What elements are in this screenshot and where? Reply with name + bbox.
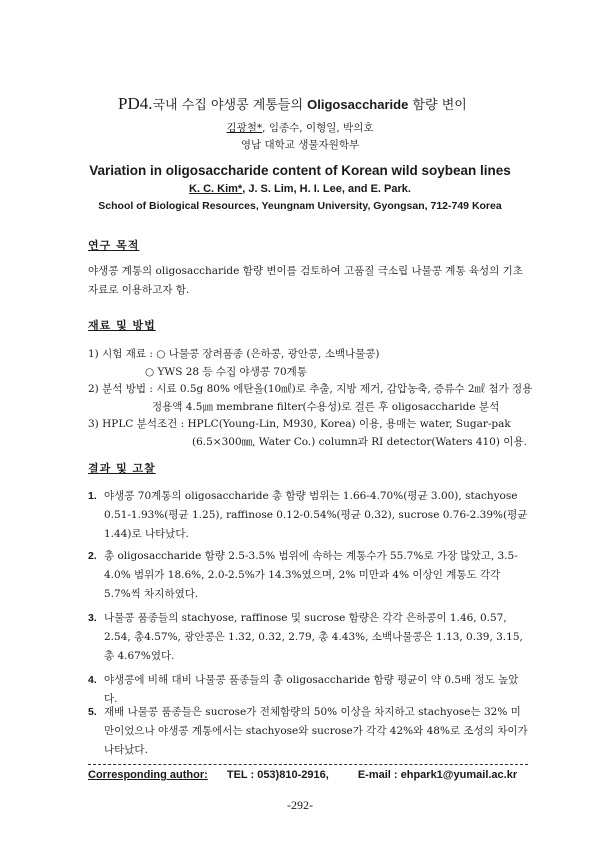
methods-line-1: 1) 시험 재료 : ○ 나물콩 장려품종 (은하콩, 광안콩, 소백나물콩)	[88, 348, 380, 360]
result-text: 재배 나물콩 품종들은 sucrose가 전체함량의 50% 이상을 차지하고 stachyose는 32% 미만이었으나 야생콩 계통에서는 stachyose와 sucrose가 각각 42%와 48%로 조성의 차이가 나타났다.	[104, 706, 528, 756]
result-number: 4.	[88, 674, 97, 686]
korean-other-authors: , 임종수, 이형일, 박의호	[262, 122, 374, 134]
korean-title-keyword: Oligosaccharide	[307, 97, 409, 112]
methods-heading: 재료 및 방법	[88, 319, 156, 332]
result-text: 총 oligosaccharide 함량 2.5-3.5% 범위에 속하는 계통수가 55.7%로 가장 많았고, 3.5-4.0% 범위가 18.6%, 2.0-2.5%가 14.3%였으며, 2% 미만과 4% 이상인 계통도 각각 5.7%씩 차지하였다.	[104, 550, 518, 600]
result-number: 1.	[88, 490, 97, 502]
abstract-code: PD4.	[118, 94, 153, 113]
purpose-text: 야생콩 계통의 oligosaccharide 함량 변이를 검토하여 고품질 극소립 나물콩 계통 육성의 기초자료로 이용하고자 함.	[88, 265, 523, 296]
english-affiliation: School of Biological Resources, Yeungnam University, Gyongsan, 712-749 Korea	[98, 200, 502, 212]
result-text: 나물콩 품종들의 stachyose, raffinose 및 sucrose 함량은 각각 은하콩이 1.46, 0.57, 2.54, 총4.57%, 광안콩은 1.32, 0.32, 2.79, 총 4.43%, 소백나물콩은 1.13, 0.39, 3.15, 총 4.67%였다.	[104, 612, 523, 662]
result-item-1	[88, 487, 530, 544]
korean-authors	[0, 120, 600, 135]
result-text: 야생콩 70계통의 oligosaccharide 총 함량 범위는 1.66-4.70%(평균 3.00), stachyose 0.51-1.93%(평균 1.25), raffinose 0.12-0.54%(평균 0.32), sucrose 0.76-2.39%(평균 1.44)로 나타났다.	[104, 490, 528, 540]
methods-list	[88, 346, 533, 451]
result-text: 야생콩에 비해 대비 나물콩 품종들의 총 oligosaccharide 함량 평균이 약 0.5배 정도 높았다.	[104, 674, 519, 705]
korean-title-suffix: 함량 변이	[408, 98, 467, 113]
result-number: 2.	[88, 550, 97, 562]
result-number: 5.	[88, 706, 97, 718]
corresponding-label: Corresponding author:	[88, 769, 208, 781]
methods-line-6: (6.5×300㎜, Water Co.) column과 RI detector(Waters 410) 이용.	[192, 435, 527, 448]
footer-divider	[88, 764, 528, 765]
purpose-heading: 연구 목적	[88, 239, 140, 252]
english-first-author: K. C. Kim*	[189, 183, 243, 195]
english-title: Variation in oligosaccharide content of Korean wild soybean lines	[89, 163, 511, 178]
result-item-2	[88, 547, 530, 604]
korean-title	[118, 94, 467, 114]
corresponding-info	[88, 769, 528, 781]
corresponding-email: E-mail : ehpark1@yumail.ac.kr	[357, 769, 518, 781]
methods-line-5: 3) HPLC 분석조건 : HPLC(Young-Lin, M930, Korea) 이용, 용매는 water, Sugar-pak	[88, 418, 511, 430]
korean-first-author: 김광철*	[226, 122, 263, 134]
methods-line-3: 2) 분석 방법 : 시료 0.5g 80% 에탄올(10㎖)로 추출, 지방 제거, 감압농축, 증류수 2㎖ 첨가 정용	[88, 383, 533, 395]
methods-line-4: 정용액 4.5㎛ membrane filter(수용성)로 걸른 후 oligosaccharide 분석	[152, 400, 500, 413]
korean-title-prefix: 국내 수집 야생콩 계통들의	[152, 98, 308, 113]
result-item-5	[88, 703, 530, 760]
methods-line-2: ○ YWS 28 등 수집 야생콩 70계통	[145, 365, 307, 378]
english-authors	[0, 183, 600, 195]
result-number: 3.	[88, 612, 97, 624]
english-other-authors: , J. S. Lim, H. I. Lee, and E. Park.	[242, 183, 411, 195]
result-item-3	[88, 609, 530, 666]
results-heading: 결과 및 고찰	[88, 462, 156, 475]
corresponding-tel: TEL : 053)810-2916,	[226, 769, 329, 781]
page-number: -292-	[287, 798, 313, 812]
korean-affiliation: 영남 대학교 생물자원학부	[240, 139, 360, 151]
